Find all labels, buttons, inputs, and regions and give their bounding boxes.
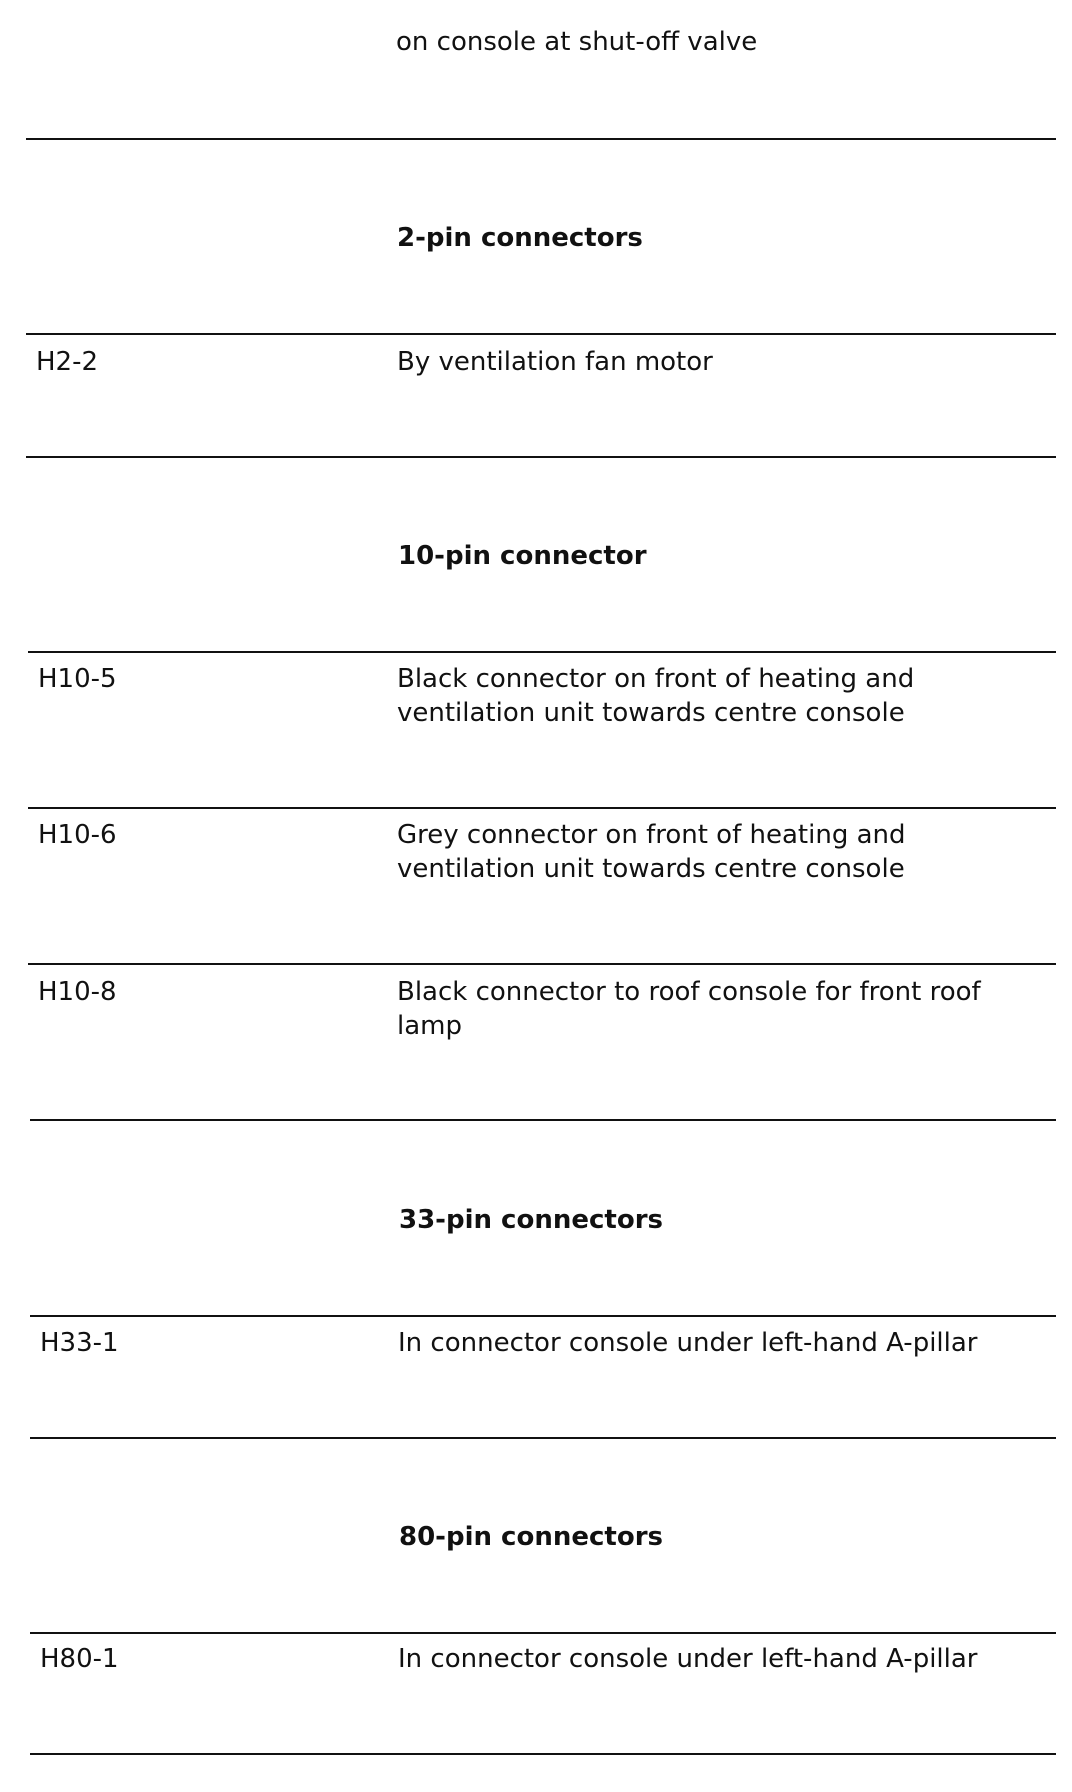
table-divider [26, 138, 1056, 140]
table-divider [30, 1632, 1056, 1634]
table-divider [28, 651, 1056, 653]
connector-code-h33-1: H33-1 [40, 1328, 119, 1358]
connector-location-h33-1: In connector console under left-hand A-pillar [398, 1328, 978, 1358]
table-divider [28, 807, 1056, 809]
connector-code-h10-8: H10-8 [38, 977, 117, 1007]
connector-location-h2-2: By ventilation fan motor [397, 347, 713, 377]
section-heading-2-pin: 2-pin connectors [397, 223, 643, 253]
connector-location-h10-8: Black connector to roof console for front roof lamp [397, 977, 981, 1041]
table-divider [30, 1119, 1056, 1121]
table-divider [30, 1437, 1056, 1439]
connector-code-h10-6: H10-6 [38, 820, 117, 850]
connector-code-h2-2: H2-2 [36, 347, 99, 377]
connector-location-h10-6: Grey connector on front of heating and ventilation unit towards centre console [397, 820, 906, 884]
connector-code-h80-1: H80-1 [40, 1644, 119, 1674]
connector-code-h10-5: H10-5 [38, 664, 117, 694]
table-divider [30, 1753, 1056, 1755]
section-heading-80-pin: 80-pin connectors [399, 1522, 663, 1552]
section-heading-10-pin: 10-pin connector [398, 541, 647, 571]
section-heading-33-pin: 33-pin connectors [399, 1205, 663, 1235]
table-divider [26, 456, 1056, 458]
connector-location-h80-1: In connector console under left-hand A-pillar [398, 1644, 978, 1674]
connector-location-h10-5: Black connector on front of heating and ventilation unit towards centre console [397, 664, 915, 728]
continued-location-text: on console at shut-off valve [396, 27, 758, 57]
table-divider [28, 963, 1056, 965]
table-divider [30, 1315, 1056, 1317]
table-divider [26, 333, 1056, 335]
